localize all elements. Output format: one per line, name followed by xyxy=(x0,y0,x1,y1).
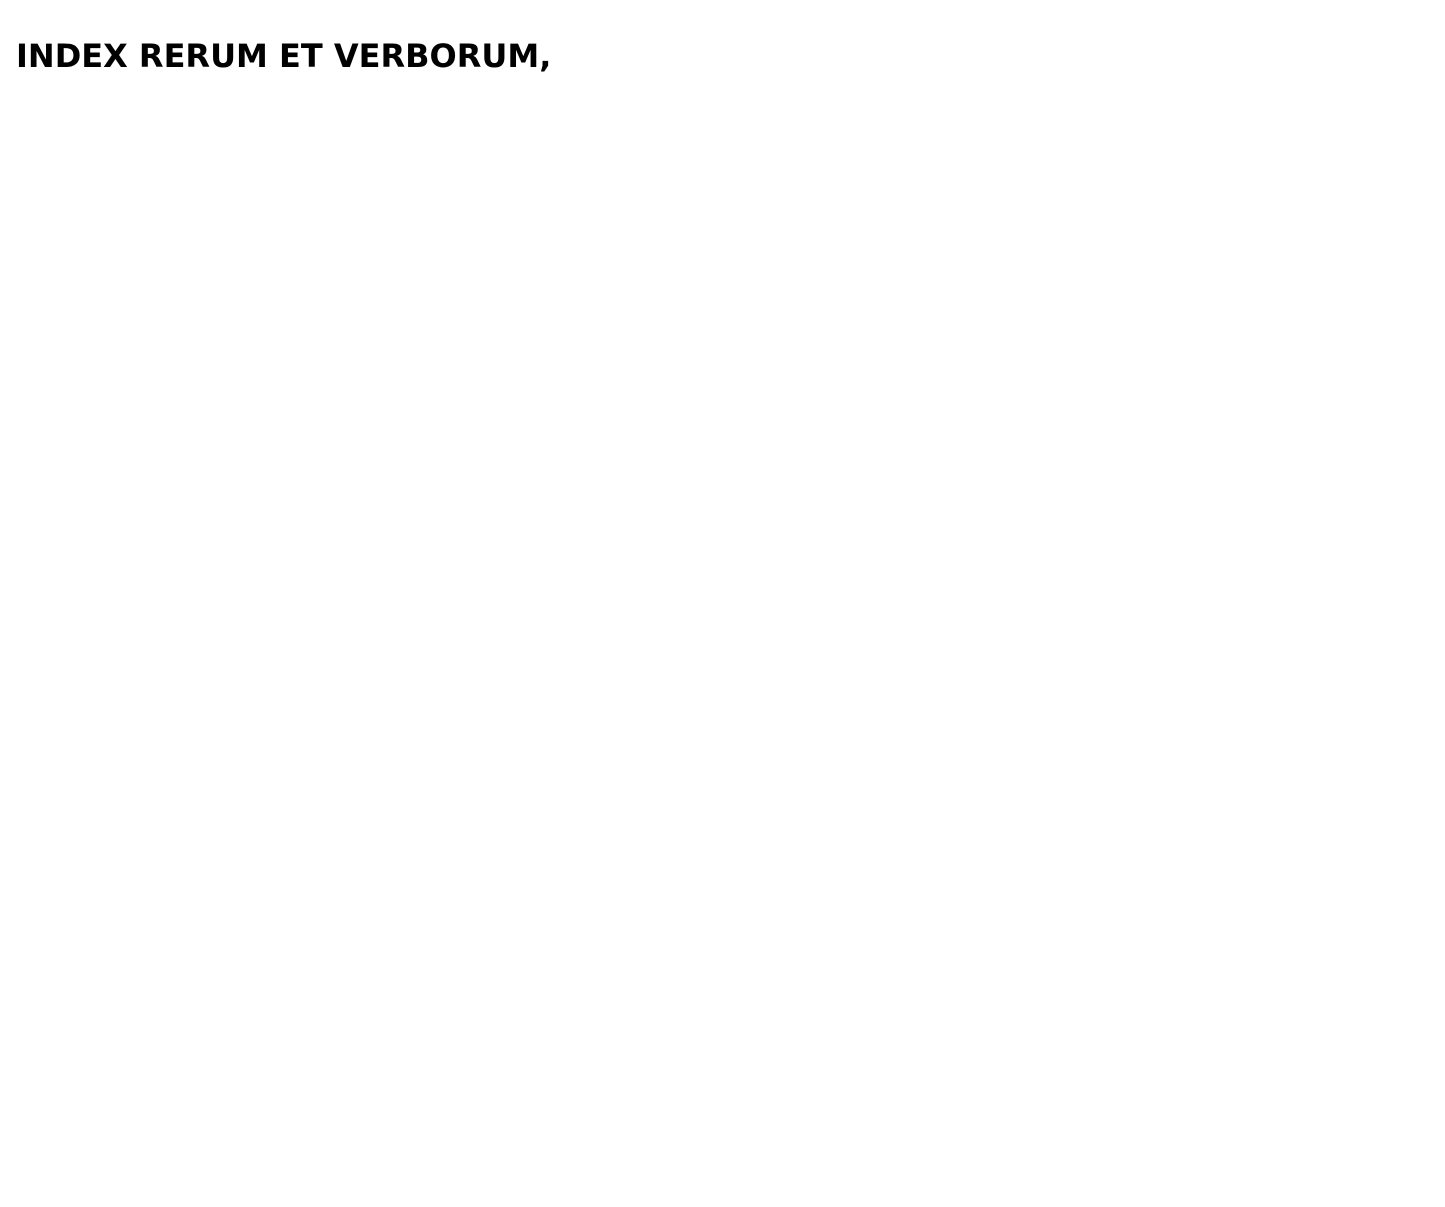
root xyxy=(0,0,1445,113)
title: INDEX RERUM ET VERBORUM, xyxy=(16,37,552,76)
